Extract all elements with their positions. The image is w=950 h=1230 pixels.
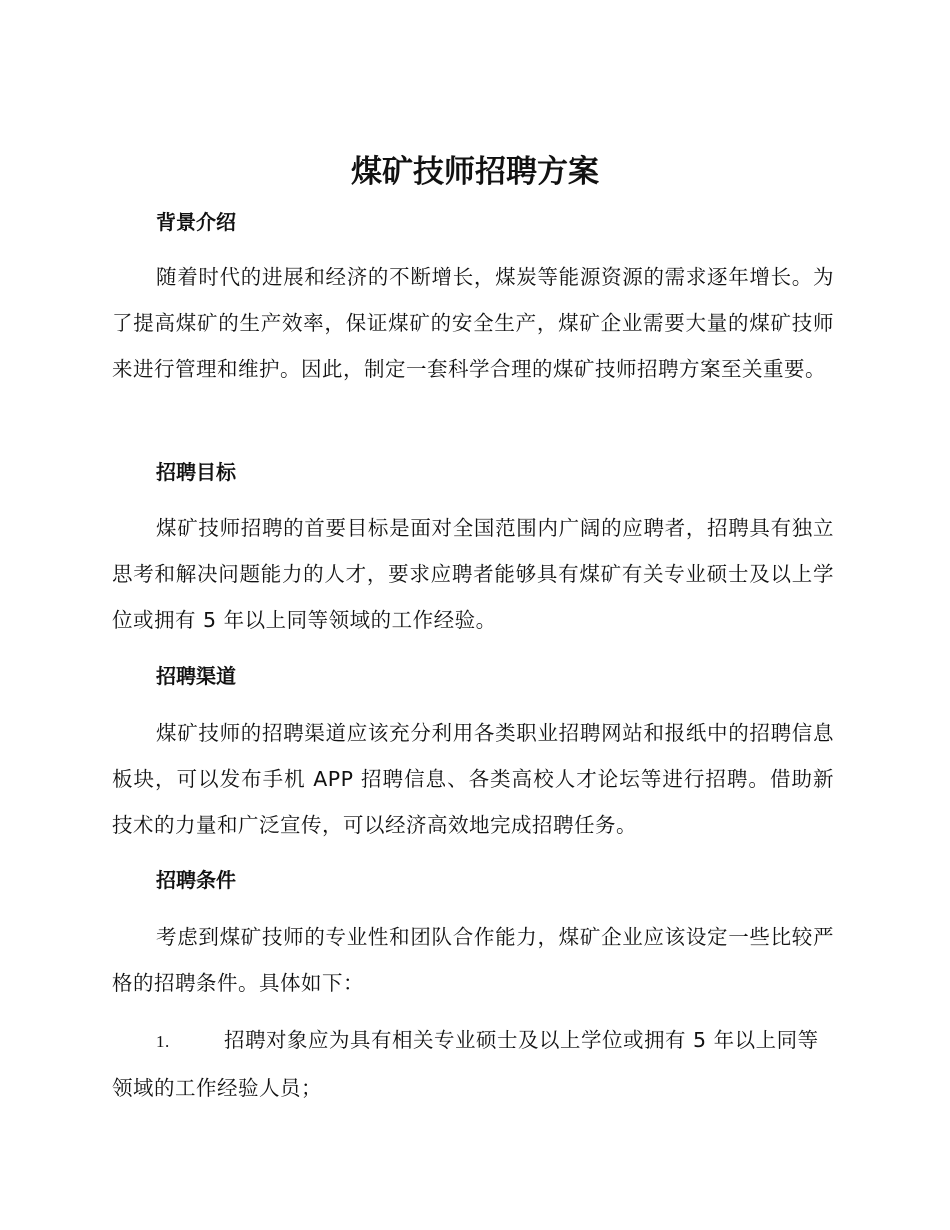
section-paragraph-background: 随着时代的进展和经济的不断增长，煤炭等能源资源的需求逐年增长。为了提高煤矿的生产效率，保证煤矿的安全生产，煤矿企业需要大量的煤矿技师来进行管理和维护。因此，制定一套科学合理的煤矿技师招聘方案至关重要。 <box>112 265 834 381</box>
section-heading-channels: 招聘渠道 <box>156 664 236 688</box>
section-heading-background: 背景介绍 <box>156 210 236 234</box>
document-title: 煤矿技师招聘方案 <box>351 154 599 190</box>
section-paragraph-channels: 煤矿技师的招聘渠道应该充分利用各类职业招聘网站和报纸中的招聘信息板块，可以发布手机 APP 招聘信息、各类高校人才论坛等进行招聘。借助新技术的力量和广泛宣传，可以经济高效地完成招聘任务。 <box>112 721 834 837</box>
section-paragraph-goal: 煤矿技师招聘的首要目标是面对全国范围内广阔的应聘者，招聘具有独立思考和解决问题能力的人才，要求应聘者能够具有煤矿有关专业硕士及以上学位或拥有 5 年以上同等领域的工作经验。 <box>112 516 834 632</box>
list-item-text: 招聘对象应为具有相关专业硕士及以上学位或拥有 5 年以上同等领域的工作经验人员； <box>112 1028 819 1100</box>
list-item-number: 1. <box>156 1032 170 1051</box>
section-paragraph-conditions: 考虑到煤矿技师的专业性和团队合作能力，煤矿企业应该设定一些比较严格的招聘条件。具体如下： <box>112 925 834 995</box>
list-item <box>112 1017 834 1111</box>
section-heading-conditions: 招聘条件 <box>156 868 236 892</box>
section-heading-goal: 招聘目标 <box>156 460 236 484</box>
